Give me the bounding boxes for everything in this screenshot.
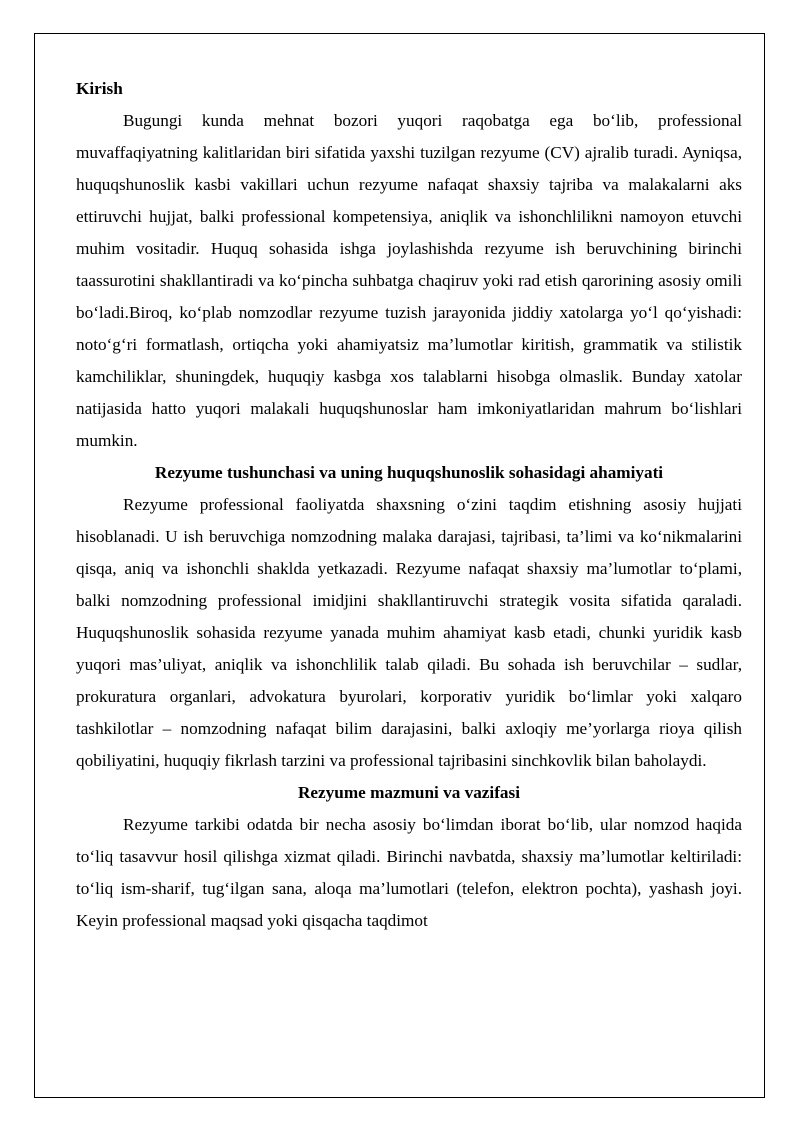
intro-paragraph: Bugungi kunda mehnat bozori yuqori raqobatga ega bo‘lib, professional muvaffaqiyatning kalitlaridan biri sifatida yaxshi tuzilgan rezyume (CV) ajralib turadi. Ayniqsa, huquqshunoslik kasbi vakillari uchun rezyume nafaqat shaxsiy tajriba va malakalarni aks ettiruvchi hujjat, balki professional kompetensiya, aniqlik va ishonchlilikni namoyon etuvchi muhim vositadir. Huquq sohasida ishga joylashishda rezyume ish beruvchining birinchi taassurotini shakllantiradi va ko‘pincha suhbatga chaqiruv yoki rad etish qarorining asosiy omili bo‘ladi.Biroq, ko‘plab nomzodlar rezyume tuzish jarayonida jiddiy xatolarga yo‘l qo‘yishadi: noto‘g‘ri formatlash, ortiqcha yoki ahamiyatsiz ma’lumotlar kiritish, grammatik va stilistik kamchiliklar, shuningdek, huquqiy kasbga xos talablarni hisobga olmaslik. Bunday xatolar natijasida hatto yuqori malakali huquqshunoslar ham imkoniyatlaridan mahrum bo‘lishlari mumkin. bbox=[76, 111, 742, 450]
section-paragraph-content: Rezyume tarkibi odatda bir necha asosiy bo‘limdan iborat bo‘lib, ular nomzod haqida to‘liq tasavvur hosil qilishga xizmat qiladi. Birinchi navbatda, shaxsiy ma’lumotlar keltiriladi: to‘liq ism-sharif, tug‘ilgan sana, aloqa ma’lumotlari (telefon, elektron pochta), yashash joyi. Keyin professional maqsad yoki qisqacha taqdimot bbox=[76, 815, 742, 930]
section-heading-content: Rezyume mazmuni va vazifasi bbox=[298, 783, 520, 802]
section-heading-concept: Rezyume tushunchasi va uning huquqshunoslik sohasidagi ahamiyati bbox=[154, 463, 664, 482]
section-paragraph-concept: Rezyume professional faoliyatda shaxsning o‘zini taqdim etishning asosiy hujjati hisoblanadi. U ish beruvchiga nomzodning malaka darajasi, tajribasi, ta’limi va ko‘nikmalarini qisqa, aniq va ishonchli shaklda yetkazadi. Rezyume nafaqat shaxsiy ma’lumotlar to‘plami, balki nomzodning professional imidjini shakllantiruvchi strategik vosita sifatida qaraladi. Huquqshunoslik sohasida rezyume yanada muhim ahamiyat kasb etadi, chunki yuridik kasb yuqori mas’uliyat, aniqlik va ishonchlilik talab qiladi. Bu sohada ish beruvchilar – sudlar, prokuratura organlari, advokatura byurolari, korporativ yuridik bo‘limlar yoki xalqaro tashkilotlar – nomzodning nafaqat bilim darajasini, balki axloqiy me’yorlarga rioya qilish qobiliyatini, huquqiy fikrlash tarzini va professional tajribasini sinchkovlik bilan baholaydi. bbox=[76, 495, 742, 770]
intro-heading: Kirish bbox=[76, 79, 123, 98]
document-body bbox=[76, 73, 742, 937]
